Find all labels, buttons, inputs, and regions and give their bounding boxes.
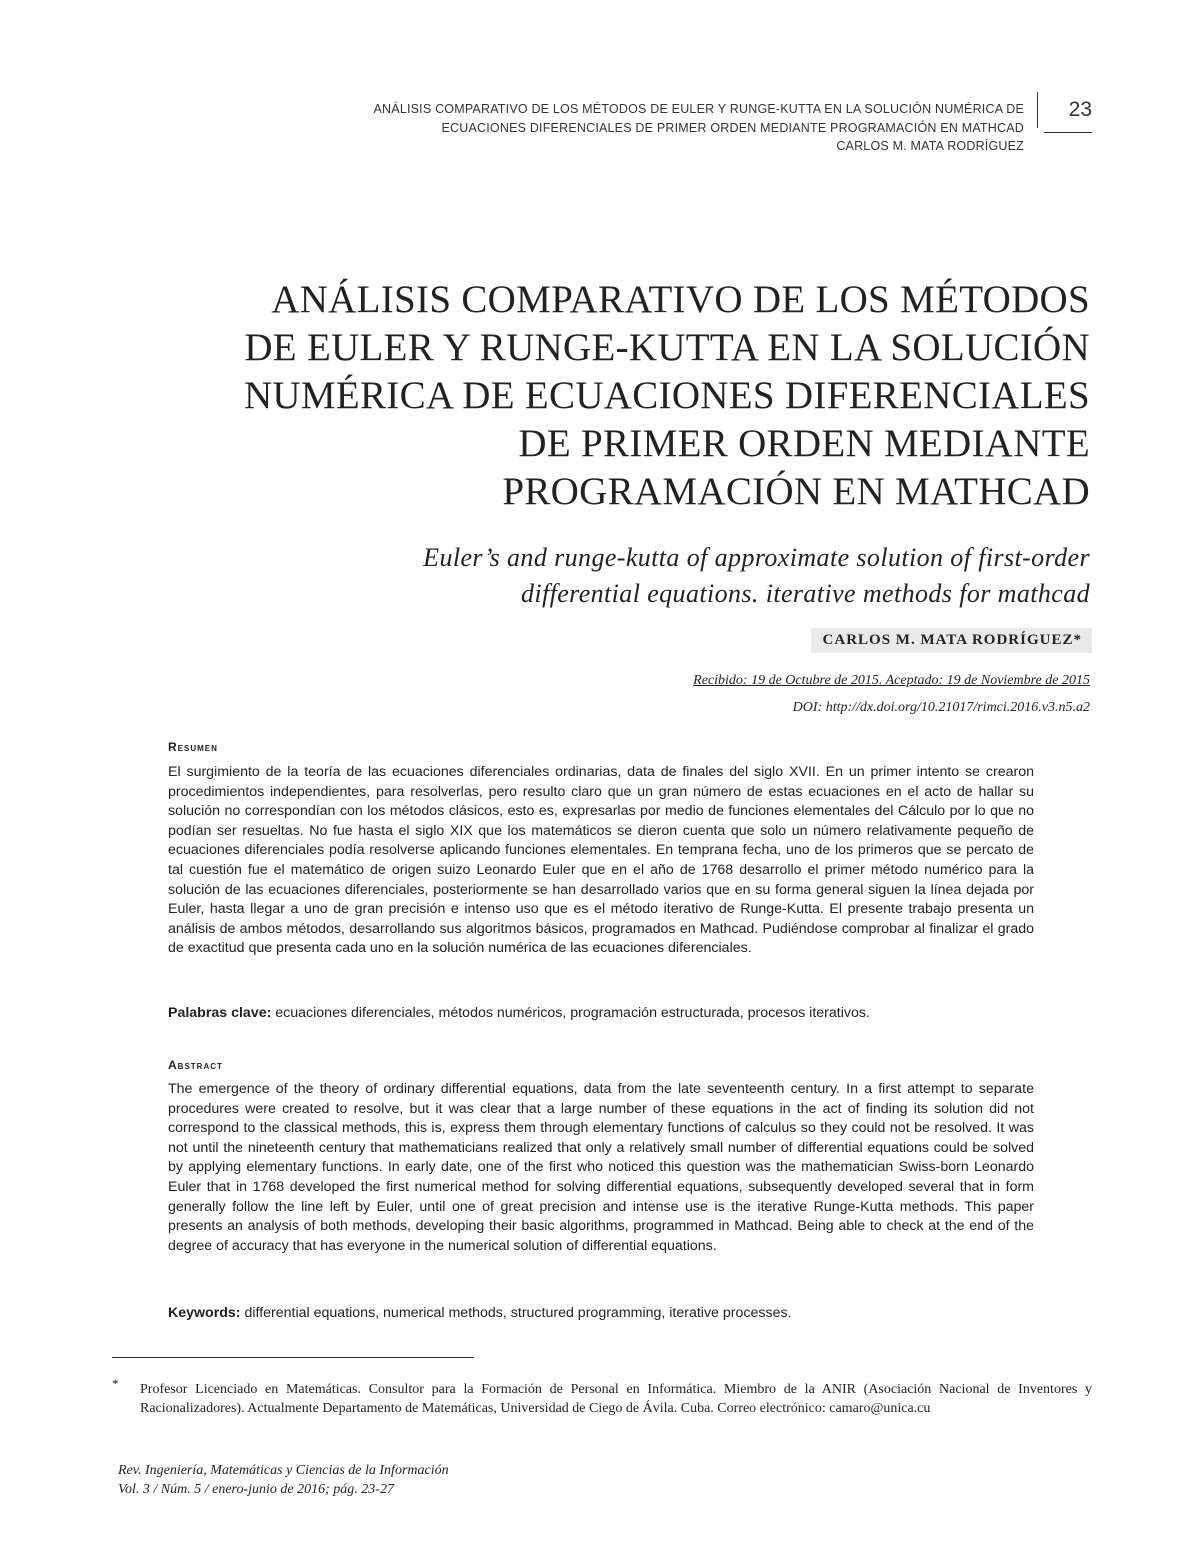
title-line-3: NUMÉRICA DE ECUACIONES DIFERENCIALES <box>243 374 1090 417</box>
running-head-line-3: CARLOS M. MATA RODRÍGUEZ <box>836 139 1024 153</box>
received-accepted-dates: Recibido: 19 de Octubre de 2015. Aceptado: 19 de Noviembre de 2015 <box>693 673 1090 688</box>
subtitle-line-2: differential equations. iterative methods for mathcad <box>520 579 1090 608</box>
running-head <box>264 100 1024 156</box>
journal-volume: Vol. 3 / Núm. 5 / enero-junio de 2016; pág. 23-27 <box>118 1482 394 1497</box>
running-head-line-1: ANÁLISIS COMPARATIVO DE LOS MÉTODOS DE EULER Y RUNGE-KUTTA EN LA SOLUCIÓN NUMÉRICA DE <box>373 102 1024 116</box>
article-title <box>130 276 1090 516</box>
footnote-rule <box>112 1357 474 1358</box>
footnote-mark: * <box>112 1376 119 1391</box>
author-footnote: Profesor Licenciado en Matemáticas. Consultor para la Formación de Personal en Informática. Miembro de la ANIR (Asociación Nacional de Inventores y Racionalizadores). Actualmente Departamento de Matemáticas, Universidad de Ciego de Ávila. Cuba. Correo electrónico: camaro@unica.cu <box>140 1382 1092 1416</box>
abstract-keywords-label: Keywords: <box>168 1305 241 1321</box>
abstract-keywords <box>168 1305 1034 1321</box>
abstract-keywords-value: differential equations, numerical methods, structured programming, iterative processes. <box>244 1305 792 1321</box>
abstract-heading: Abstract <box>168 1058 223 1072</box>
english-title <box>190 540 1090 612</box>
subtitle-line-1: Euler’s and runge-kutta of approximate solution of first-order <box>423 543 1090 572</box>
title-line-5: PROGRAMACIÓN EN MATHCAD <box>502 470 1090 513</box>
journal-citation <box>118 1461 449 1499</box>
page-number-underline <box>1044 132 1092 133</box>
doi-link[interactable]: DOI: http://dx.doi.org/10.21017/rimci.2016.v3.n5.a2 <box>792 700 1090 715</box>
resumen-heading: Resumen <box>168 740 218 754</box>
running-head-line-2: ECUACIONES DIFERENCIALES DE PRIMER ORDEN MEDIANTE PROGRAMACIÓN EN MATHCAD <box>441 120 1024 135</box>
page-number: 23 <box>1068 98 1092 121</box>
title-line-4: DE PRIMER ORDEN MEDIANTE <box>518 422 1090 465</box>
abstract-text: The emergence of the theory of ordinary differential equations, data from the late seventeenth century. In a first attempt to separate procedures were created to resolve, but it was clear that a large number of these equations in the act of finding its solution did not correspond to the classical methods, this is, express them through elementary functions of calculus so they could not be resolved. It was not until the nineteenth century that mathematicians realized that only a relatively small number of differential equations could be solved by applying elementary functions. In early date, one of the first who noticed this question was the mathematician Swiss-born Leonardo Euler that in 1768 developed the first numerical method for solving differential equations, subsequently developed several that in form generally follow the line left by Euler, until one of great precision and intense use is the iterative Runge-Kutta methods. This paper presents an analysis of both methods, developing their basic algorithms, programmed in Mathcad. Being able to check at the end of the degree of accuracy that has everyone in the numerical solution of differential equations. <box>168 1081 1034 1254</box>
author-name: CARLOS M. MATA RODRÍGUEZ* <box>811 628 1092 653</box>
resumen-text: El surgimiento de la teoría de las ecuaciones diferenciales ordinarias, data de finales del siglo XVII. En un primer intento se crearon procedimientos independientes, para resolverlas, pero resulto claro que un gran número de estas ecuaciones en el acto de hallar su solución no correspondían con los métodos clásicos, esto es, expresarlas por medio de funciones elementales del Cálculo por lo que no podían ser resueltas. No fue hasta el siglo XIX que los matemáticos se dieron cuenta que solo un número relativamente pequeño de ecuaciones diferenciales podía resolverse aplicando funciones elementales. En temprana fecha, uno de los primeros que se percato de tal cuestión fue el matemático de origen suizo Leonardo Euler que en el año de 1768 desarrollo el primer método numérico para la solución de las ecuaciones diferenciales, posteriormente se han desarrollado varios que en su forma general siguen la línea dejada por Euler, hasta llegar a uno de gran precisión e intenso uso que es el método iterativo de Runge-Kutta. El presente trabajo presenta un análisis de ambos métodos, desarrollando sus algoritmos básicos, programados en Mathcad. Pudiéndose comprobar al finalizar el grado de exactitud que presenta cada uno en la solución numérica de las ecuaciones diferenciales. <box>168 764 1034 957</box>
resumen-keywords-label: Palabras clave: <box>168 1005 272 1021</box>
title-line-1: ANÁLISIS COMPARATIVO DE LOS MÉTODOS <box>271 278 1090 321</box>
title-line-2: DE EULER Y RUNGE-KUTTA EN LA SOLUCIÓN <box>244 326 1090 369</box>
journal-name: Rev. Ingeniería, Matemáticas y Ciencias de la Información <box>118 1463 449 1478</box>
page-number-divider <box>1037 92 1038 128</box>
resumen-keywords <box>168 1005 1034 1021</box>
resumen-keywords-value: ecuaciones diferenciales, métodos numéricos, programación estructurada, procesos iterativos. <box>275 1005 870 1021</box>
